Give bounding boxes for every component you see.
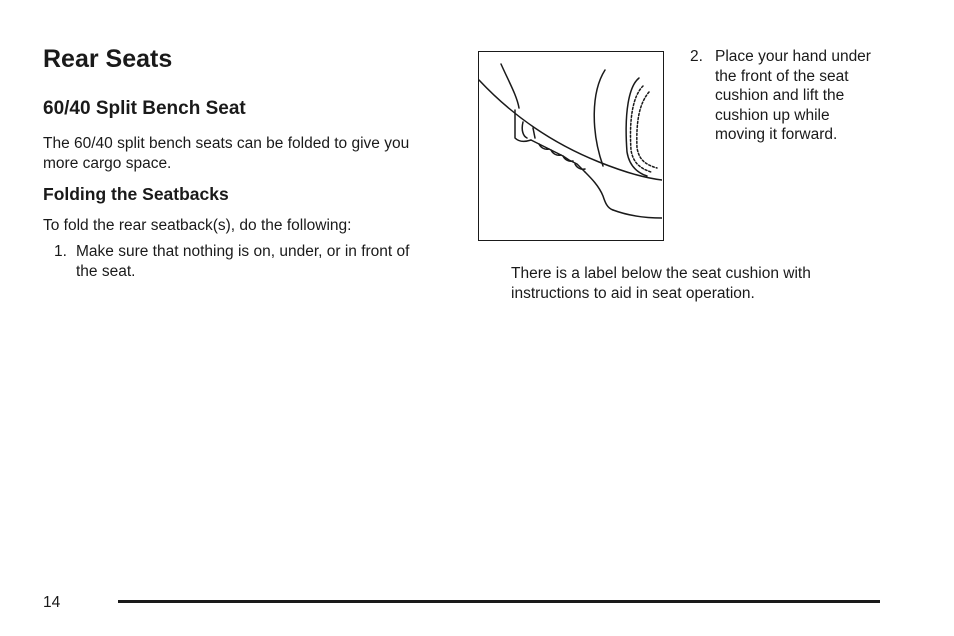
label-note-paragraph: There is a label below the seat cushion with instructions to aid in seat operation. — [511, 265, 811, 302]
page-number: 14 — [43, 594, 61, 611]
page-title: Rear Seats — [43, 45, 173, 73]
footer-rule — [118, 600, 880, 603]
step-item-1 — [54, 242, 414, 281]
fold-instruction: To fold the rear seatback(s), do the following: — [43, 217, 352, 234]
subsection-title: Folding the Seatbacks — [43, 184, 229, 204]
intro-paragraph: The 60/40 split bench seats can be folded to give you more cargo space. — [43, 135, 410, 172]
seat-cushion-drawing — [479, 52, 662, 239]
step-number: 2. — [690, 48, 703, 65]
section-title: 60/40 Split Bench Seat — [43, 98, 246, 119]
step-text: Place your hand under the front of the seat cushion and lift the cushion up while moving it forward. — [715, 48, 871, 143]
step-text: Make sure that nothing is on, under, or in front of the seat. — [76, 243, 410, 280]
step-item-2 — [690, 47, 880, 145]
step-number: 1. — [54, 243, 67, 260]
seat-cushion-illustration — [478, 51, 664, 241]
